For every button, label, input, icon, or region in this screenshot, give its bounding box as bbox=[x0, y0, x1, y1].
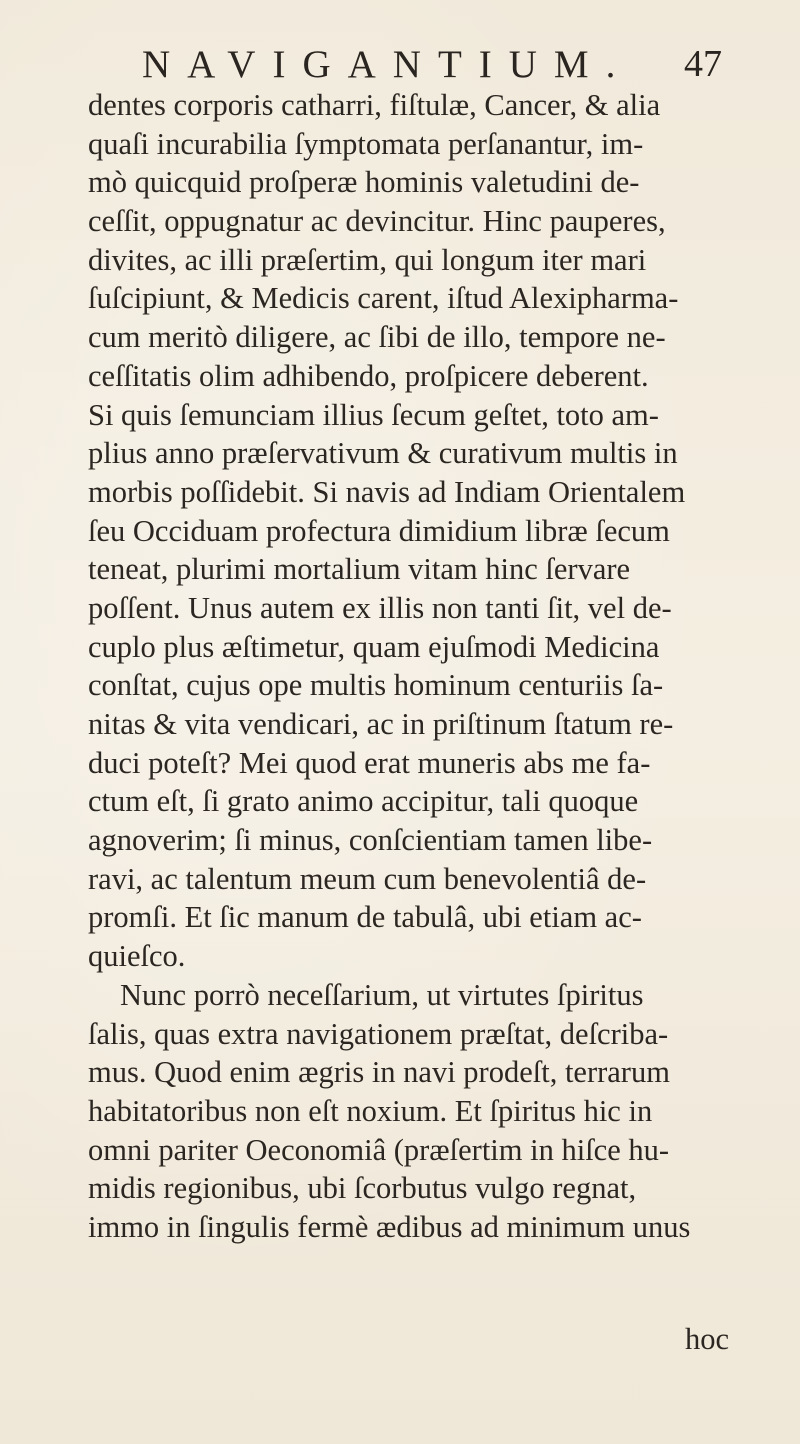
text-line: mus. Quod enim ægris in navi prodeſt, terrarum bbox=[88, 1055, 670, 1090]
text-line: ſeu Occiduam profectura dimidium libræ ſecum bbox=[88, 513, 670, 548]
text-line: quieſco. bbox=[88, 939, 186, 974]
text-line: Si quis ſemunciam illius ſecum geſtet, toto am- bbox=[88, 397, 659, 432]
text-line: ravi, ac talentum meum cum benevolentiâ de- bbox=[88, 861, 647, 896]
text-line: ctum eſt, ſi grato animo accipitur, tali quoque bbox=[88, 784, 639, 819]
body-text bbox=[88, 86, 778, 1247]
text-line: nitas & vita vendicari, ac in priſtinum ſtatum re- bbox=[88, 707, 674, 741]
text-line: divites, ac illi præſertim, qui longum iter mari bbox=[88, 242, 647, 277]
text-line: promſi. Et ſic manum de tabulâ, ubi etiam ac- bbox=[88, 900, 642, 935]
text-line: cum meritò diligere, ac ſibi de illo, tempore ne- bbox=[88, 320, 666, 355]
text-line: ſuſcipiunt, & Medicis carent, iſtud Alexipharma- bbox=[88, 281, 679, 316]
text-line: ceſſitatis olim adhibendo, proſpicere deberent. bbox=[88, 358, 649, 393]
running-head: NAVIGANTIUM. bbox=[142, 43, 633, 86]
text-line: morbis poſſidebit. Si navis ad Indiam Orientalem bbox=[88, 474, 686, 509]
text-line: immo in ſingulis fermè ædibus ad minimum unus bbox=[88, 1209, 691, 1244]
text-line: Nunc porrò neceſſarium, ut virtutes ſpiritus bbox=[120, 977, 644, 1012]
page-header bbox=[96, 38, 736, 88]
text-line: plius anno præſervativum & curativum multis in bbox=[88, 436, 678, 471]
text-line: duci poteſt? Mei quod erat muneris abs me fa- bbox=[88, 745, 651, 780]
text-line: midis regionibus, ubi ſcorbutus vulgo regnat, bbox=[88, 1171, 637, 1206]
text-line: habitatoribus non eſt noxium. Et ſpiritus hic in bbox=[88, 1093, 653, 1128]
text-line: ceſſit, oppugnatur ac devincitur. Hinc pauperes, bbox=[88, 204, 666, 239]
text-line: conſtat, cujus ope multis hominum centuriis ſa- bbox=[88, 668, 664, 703]
page-number: 47 bbox=[684, 43, 722, 85]
text-line: agnoverim; ſi minus, conſcientiam tamen libe- bbox=[88, 823, 653, 858]
text-line: poſſent. Unus autem ex illis non tanti ſit, vel de- bbox=[88, 590, 672, 625]
text-line: mò quicquid proſperæ hominis valetudini de- bbox=[88, 165, 640, 200]
text-line: quaſi incurabilia ſymptomata perſanantur, im- bbox=[88, 126, 644, 161]
text-line: cuplo plus æſtimetur, quam ejuſmodi Medicina bbox=[88, 629, 660, 664]
text-line: omni pariter Oeconomiâ (præſertim in hiſce hu- bbox=[88, 1132, 670, 1167]
text-line: teneat, plurimi mortalium vitam hinc ſervare bbox=[88, 552, 631, 587]
text-line: dentes corporis catharri, fiſtulæ, Cancer, & alia bbox=[88, 88, 661, 122]
text-line: ſalis, quas extra navigationem præſtat, deſcriba- bbox=[88, 1016, 669, 1051]
catchword: hoc bbox=[685, 1322, 730, 1356]
